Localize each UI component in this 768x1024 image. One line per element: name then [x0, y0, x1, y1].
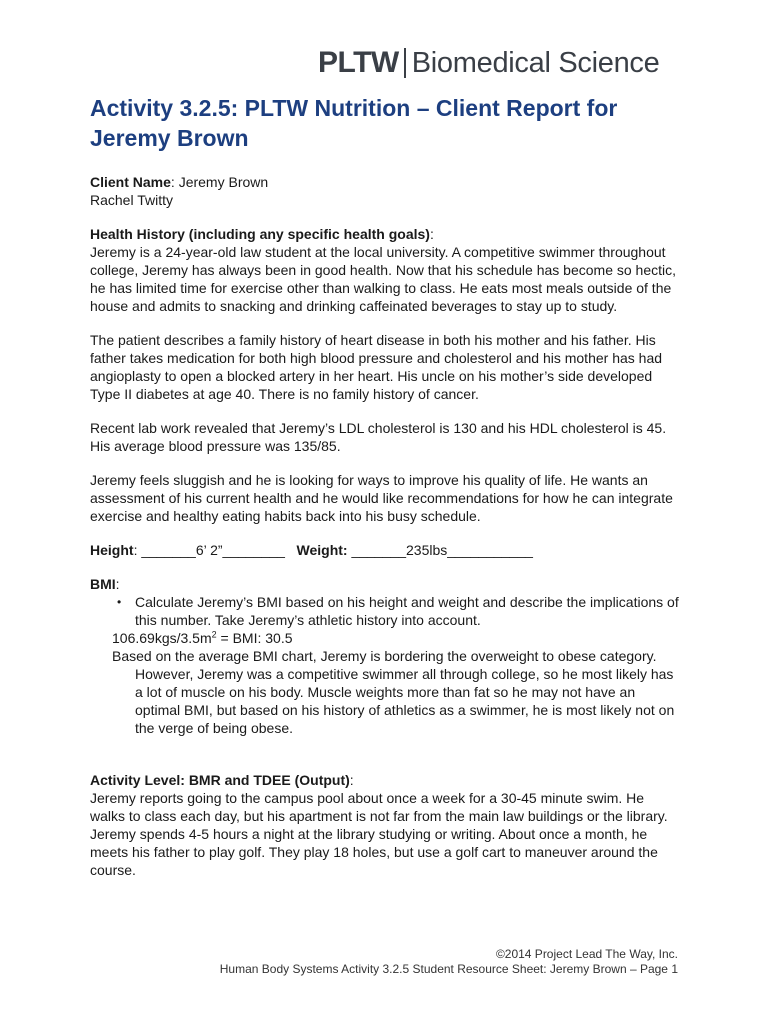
activity-heading: Activity Level: BMR and TDEE (Output): — [90, 772, 354, 788]
pltw-logo — [318, 46, 659, 80]
family-history-paragraph: The patient describes a family history of heart disease in both his mother and his father. His father takes medication for both high blood pressure and cholesterol and his mother has had angioplasty to open a blocked artery in her heart. His uncle on his mother’s side developed Type II diabetes at age 40. There is no family history of cancer. — [90, 332, 663, 402]
logo-brand: PLTW — [318, 46, 399, 79]
bmi-explanation: Based on the average BMI chart, Jeremy is bordering the overweight to obese category. However, Jeremy was a competitive swimmer all through college, so he most likely has a lot of muscle on his body. Muscle weights more than fat so he may not have an optimal BMI, but based on his history of athletics as a swimmer, he is most likely not on the verge of being obese. — [112, 648, 675, 736]
measurements-line — [90, 541, 682, 559]
logo-product: Biomedical Science — [411, 46, 660, 79]
weight-label: Weight: — [296, 542, 348, 558]
bmi-bullet-item — [90, 593, 682, 629]
bmi-bullet-text: Calculate Jeremy’s BMI based on his height and weight and describe the implications of this number. Take Jeremy’s athletic history into account. — [135, 594, 679, 628]
client-name-label: Client Name — [90, 174, 171, 190]
activity-paragraph: Jeremy reports going to the campus pool about once a week for a 30-45 minute swim. He walks to class each day, but his apartment is not far from the main law buildings or the library. Jeremy spends 4-5 hours a night at the library studying or writing. About once a month, he meets his father to play golf. They play 18 holes, but use a golf cart to maneuver around the course. — [90, 790, 668, 878]
goals-paragraph: Jeremy feels sluggish and he is looking for ways to improve his quality of life. He wants an assessment of his current health and he would like recommendations for how he can integrate exercise and healthy eating habits back into his busy schedule. — [90, 472, 673, 524]
health-history-heading: Health History (including any specific health goals): — [90, 226, 434, 242]
author-name: Rachel Twitty — [90, 192, 173, 208]
bmi-calculation: $106.69kgs/3.5m^2$ = BMI: 30.5 — [112, 629, 293, 646]
height-label: Height — [90, 542, 134, 558]
document-body — [90, 173, 682, 879]
weight-value: _______235lbs___________ — [347, 542, 533, 558]
page-footer — [220, 947, 678, 977]
sheet-info: Human Body Systems Activity 3.2.5 Student Resource Sheet: Jeremy Brown – Page 1 — [219, 962, 678, 976]
copyright-text: ©2014 Project Lead The Way, Inc. — [495, 947, 678, 961]
client-name-value: : Jeremy Brown — [170, 174, 269, 190]
client-name-line — [90, 173, 682, 191]
lab-work-paragraph: Recent lab work revealed that Jeremy’s LDL cholesterol is 130 and his HDL cholesterol is 45. His average blood pressure was 135/85. — [90, 420, 667, 454]
health-history-paragraph: Jeremy is a 24-year-old law student at the local university. A competitive swimmer throughout college, Jeremy has always been in good health. Now that his schedule has become so hectic, he has limited time for exercise other than walking to class. He eats most meals outside of the house and admits to snacking and drinking caffeinated beverages to stay up to study. — [90, 244, 677, 314]
bmi-heading: BMI: — [90, 576, 120, 592]
logo-divider — [404, 48, 406, 78]
document-title: Activity 3.2.5: PLTW Nutrition – Client Report for Jeremy Brown — [90, 95, 618, 151]
height-value: : _______6’ 2”________ — [133, 542, 285, 558]
bullet-icon: • — [117, 595, 122, 609]
